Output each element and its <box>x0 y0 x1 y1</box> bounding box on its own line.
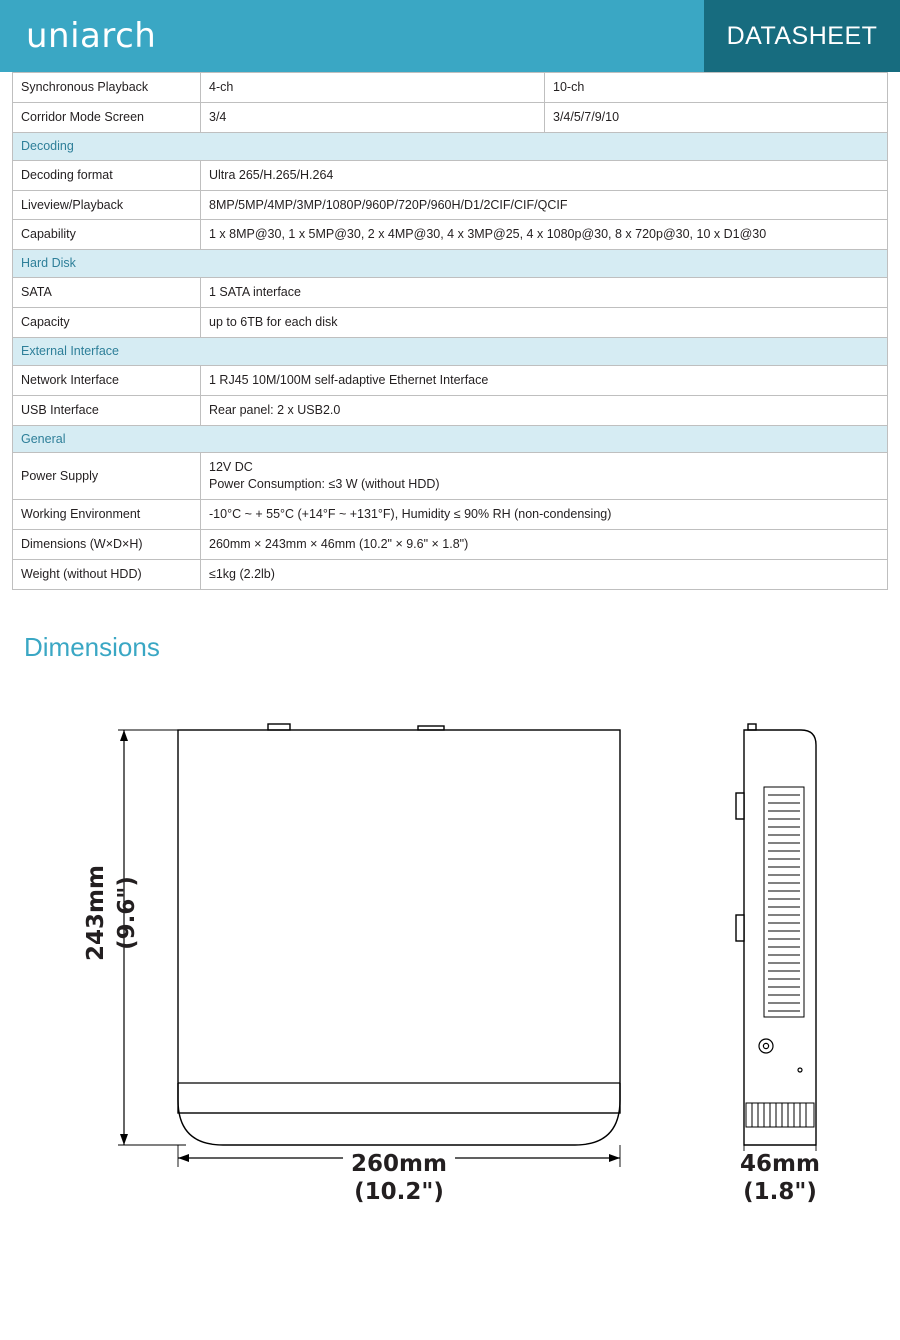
spec-value: -10°C ~ + 55°C (+14°F ~ +131°F), Humidity ≤ 90% RH (non-condensing) <box>201 500 888 530</box>
spec-label: Liveview/Playback <box>13 190 201 220</box>
spec-value: ≤1kg (2.2lb) <box>201 559 888 589</box>
side-view-depth-label: 46mm <box>736 1151 824 1177</box>
spec-label: Capability <box>13 220 201 250</box>
specifications-table <box>12 72 888 590</box>
table-row <box>13 395 888 425</box>
table-row <box>13 190 888 220</box>
spec-value <box>201 453 888 500</box>
spec-value: up to 6TB for each disk <box>201 308 888 338</box>
front-view-width-label: 260mm <box>343 1151 455 1177</box>
front-view-width-inches: (10.2") <box>354 1178 444 1205</box>
dimensions-heading: Dimensions <box>24 631 160 662</box>
spec-label: Network Interface <box>13 365 201 395</box>
dimensions-drawing <box>0 675 900 1205</box>
table-row <box>13 160 888 190</box>
spec-label: USB Interface <box>13 395 201 425</box>
spec-label: Decoding format <box>13 160 201 190</box>
spec-value-mid: 3/4 <box>201 102 545 132</box>
table-row <box>13 73 888 103</box>
section-title: Decoding <box>13 132 888 160</box>
spec-value-mid: 4-ch <box>201 73 545 103</box>
table-row <box>13 220 888 250</box>
spec-label: Working Environment <box>13 500 201 530</box>
front-view-height-inches: (9.6") <box>114 875 140 950</box>
table-row <box>13 559 888 589</box>
front-view-height-label: 243mm <box>83 864 109 961</box>
table-row <box>13 530 888 560</box>
spec-value: Rear panel: 2 x USB2.0 <box>201 395 888 425</box>
spec-label: Dimensions (W×D×H) <box>13 530 201 560</box>
spec-label: Weight (without HDD) <box>13 559 201 589</box>
spec-label: Synchronous Playback <box>13 73 201 103</box>
section-header-row <box>13 132 888 160</box>
spec-value-right: 3/4/5/7/9/10 <box>545 102 888 132</box>
side-view-depth-inches: (1.8") <box>743 1178 817 1205</box>
section-header-row <box>13 425 888 453</box>
spec-label: Power Supply <box>13 453 201 500</box>
section-title: General <box>13 425 888 453</box>
spec-value: 260mm × 243mm × 46mm (10.2" × 9.6" × 1.8") <box>201 530 888 560</box>
table-row <box>13 453 888 500</box>
spec-label: Corridor Mode Screen <box>13 102 201 132</box>
table-row <box>13 102 888 132</box>
spec-value: Ultra 265/H.265/H.264 <box>201 160 888 190</box>
spec-label: Capacity <box>13 308 201 338</box>
spec-value: 1 SATA interface <box>201 278 888 308</box>
table-row <box>13 500 888 530</box>
page-header <box>0 0 900 72</box>
power-supply-line-1: 12V DC <box>209 460 253 475</box>
section-title: Hard Disk <box>13 250 888 278</box>
section-header-row <box>13 337 888 365</box>
datasheet-tab-label: DATASHEET <box>704 0 900 72</box>
spec-value: 1 RJ45 10M/100M self-adaptive Ethernet Interface <box>201 365 888 395</box>
section-header-row <box>13 250 888 278</box>
section-title: External Interface <box>13 337 888 365</box>
power-supply-line-2: Power Consumption: ≤3 W (without HDD) <box>209 477 440 492</box>
table-row <box>13 308 888 338</box>
spec-value: 1 x 8MP@30, 1 x 5MP@30, 2 x 4MP@30, 4 x 3MP@25, 4 x 1080p@30, 8 x 720p@30, 10 x D1@30 <box>201 220 888 250</box>
uniarch-logo: uniarch <box>26 16 157 56</box>
spec-value-right: 10-ch <box>545 73 888 103</box>
table-row <box>13 278 888 308</box>
spec-label: SATA <box>13 278 201 308</box>
spec-value: 8MP/5MP/4MP/3MP/1080P/960P/720P/960H/D1/2CIF/CIF/QCIF <box>201 190 888 220</box>
table-row <box>13 365 888 395</box>
